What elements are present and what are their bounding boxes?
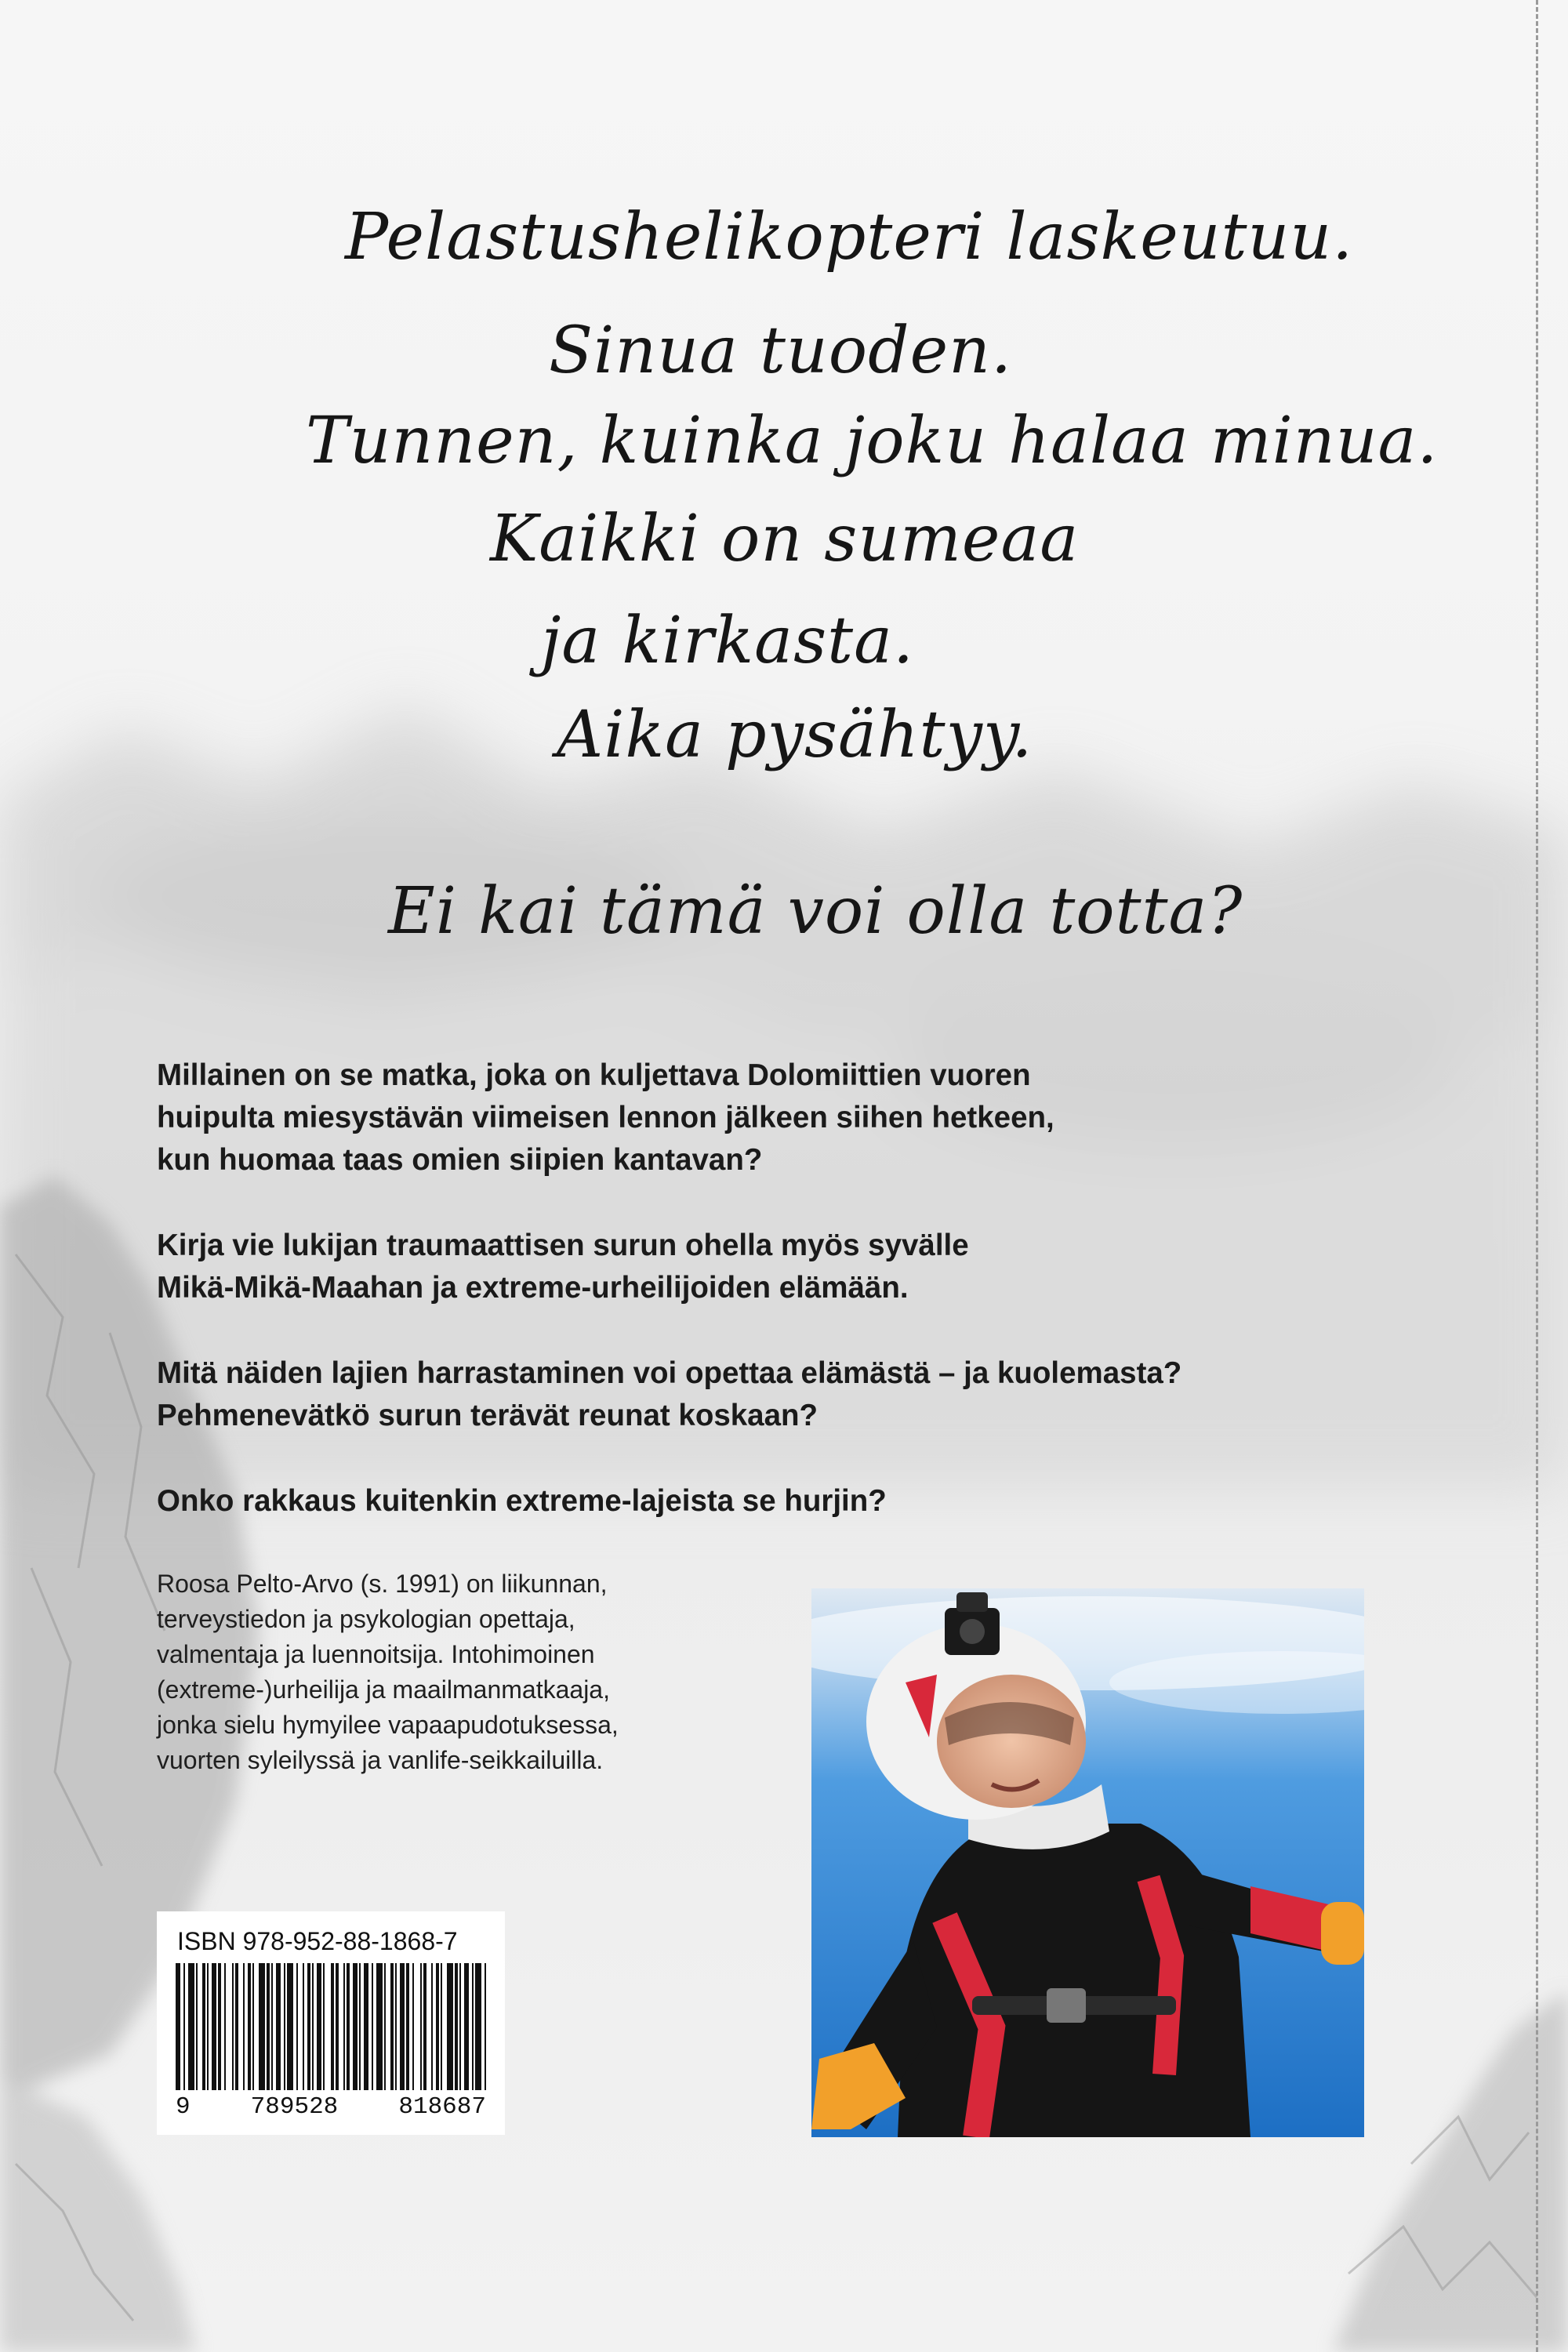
bio-line: jonka sielu hymyilee vapaapudotuksessa, — [157, 1711, 619, 1739]
barcode-bar — [447, 1963, 453, 2090]
barcode-bar — [353, 1963, 358, 2090]
barcode-bar — [423, 1963, 426, 2090]
barcode-bar — [459, 1963, 461, 2090]
barcode-bar — [359, 1963, 361, 2090]
barcode-bar — [436, 1963, 439, 2090]
barcode-bar — [276, 1963, 281, 2090]
barcode-bar — [284, 1963, 285, 2090]
bio-line: terveystiedon ja psykologian opettaja, — [157, 1605, 575, 1633]
barcode-bar — [188, 1963, 194, 2090]
blurb-text — [157, 1054, 1427, 1566]
blurb-paragraph — [157, 1054, 1427, 1181]
handwritten-poem — [0, 0, 1568, 988]
barcode-bar — [207, 1963, 209, 2090]
poem-line: Tunnen, kuinka joku halaa minua. — [306, 404, 1439, 478]
isbn-barcode — [157, 1911, 505, 2135]
barcode-bar — [412, 1963, 414, 2090]
barcode-bar — [441, 1963, 442, 2090]
barcode-bar — [400, 1963, 405, 2090]
barcode-bar — [287, 1963, 293, 2090]
barcode-bar — [431, 1963, 433, 2090]
barcode-bar — [176, 1963, 180, 2090]
barcode-bar — [243, 1963, 245, 2090]
barcode-bar — [420, 1963, 422, 2090]
barcode-digits — [176, 2093, 486, 2121]
barcode-bar — [259, 1963, 265, 2090]
barcode-bar — [303, 1963, 304, 2090]
barcode-bar — [455, 1963, 458, 2090]
barcode-bar — [252, 1963, 254, 2090]
bio-line: Roosa Pelto-Arvo (s. 1991) on liikunnan, — [157, 1570, 608, 1598]
barcode-bar — [472, 1963, 474, 2090]
barcode-bar — [406, 1963, 409, 2090]
blurb-line: Millainen on se matka, joka on kuljettava Dolomiittien vuoren — [157, 1058, 1031, 1092]
blurb-line: kun huomaa taas omien siipien kantavan? — [157, 1143, 763, 1177]
barcode-bar — [224, 1963, 226, 2090]
barcode-bar — [296, 1963, 298, 2090]
barcode-bars-icon — [176, 1963, 486, 2090]
barcode-bar — [202, 1963, 205, 2090]
author-bio — [157, 1566, 800, 1778]
barcode-digit: 789528 — [250, 2093, 339, 2121]
blurb-line: Pehmenevätkö surun terävät reunat koskaan? — [157, 1399, 818, 1432]
barcode-bar — [464, 1963, 469, 2090]
poem-line: Sinua tuoden. — [549, 314, 1013, 388]
poem-line: Pelastushelikopteri laskeutuu. — [345, 200, 1354, 274]
blurb-paragraph — [157, 1225, 1427, 1309]
barcode-bar — [323, 1963, 325, 2090]
blurb-line: Mitä näiden lajien harrastaminen voi opettaa elämästä – ja kuolemasta? — [157, 1356, 1182, 1390]
blurb-line: Mikä-Mikä-Maahan ja extreme-urheilijoiden elämään. — [157, 1271, 909, 1305]
barcode-bar — [196, 1963, 198, 2090]
barcode-bar — [376, 1963, 383, 2090]
blurb-line: Onko rakkaus kuitenkin extreme-lajeista se hurjin? — [157, 1484, 887, 1518]
barcode-bar — [343, 1963, 345, 2090]
bio-line: (extreme-)urheilija ja maailmanmatkaaja, — [157, 1675, 610, 1704]
barcode-bar — [312, 1963, 314, 2090]
barcode-bar — [248, 1963, 251, 2090]
barcode-bar — [395, 1963, 397, 2090]
blurb-line: huipulta miesystävän viimeisen lennon jälkeen siihen hetkeen, — [157, 1101, 1054, 1134]
blurb-line: Kirja vie lukijan traumaattisen surun ohella myös syvälle — [157, 1229, 969, 1262]
barcode-bar — [271, 1963, 273, 2090]
isbn-number: ISBN 978-952-88-1868-7 — [177, 1927, 458, 1955]
barcode-bar — [372, 1963, 373, 2090]
author-photo — [811, 1588, 1364, 2137]
barcode-bar — [485, 1963, 486, 2090]
barcode-bar — [390, 1963, 394, 2090]
poem-line: Kaikki on sumeaa — [490, 502, 1080, 576]
blurb-paragraph — [157, 1480, 1427, 1523]
barcode-bar — [307, 1963, 310, 2090]
barcode-bar — [212, 1963, 216, 2090]
barcode-bar — [183, 1963, 185, 2090]
bio-line: vuorten syleilyssä ja vanlife-seikkailuilla. — [157, 1746, 604, 1774]
poem-line: Aika pysähtyy. — [557, 698, 1033, 772]
barcode-bar — [317, 1963, 321, 2090]
barcode-bar — [235, 1963, 238, 2090]
barcode-bar — [331, 1963, 334, 2090]
barcode-digit: 9 — [176, 2093, 191, 2121]
poem-line: Ei kai tämä voi olla totta? — [388, 874, 1243, 949]
barcode-bar — [218, 1963, 221, 2090]
blurb-paragraph — [157, 1352, 1427, 1437]
barcode-bar — [364, 1963, 368, 2090]
barcode-digit: 818687 — [398, 2093, 486, 2121]
barcode-bar — [384, 1963, 386, 2090]
poem-line: ja kirkasta. — [541, 604, 915, 678]
bio-line: valmentaja ja luennoitsija. Intohimoinen — [157, 1640, 595, 1668]
barcode-bar — [336, 1963, 339, 2090]
barcode-bar — [347, 1963, 350, 2090]
barcode-bar — [475, 1963, 481, 2090]
barcode-bar — [267, 1963, 270, 2090]
barcode-bar — [232, 1963, 234, 2090]
